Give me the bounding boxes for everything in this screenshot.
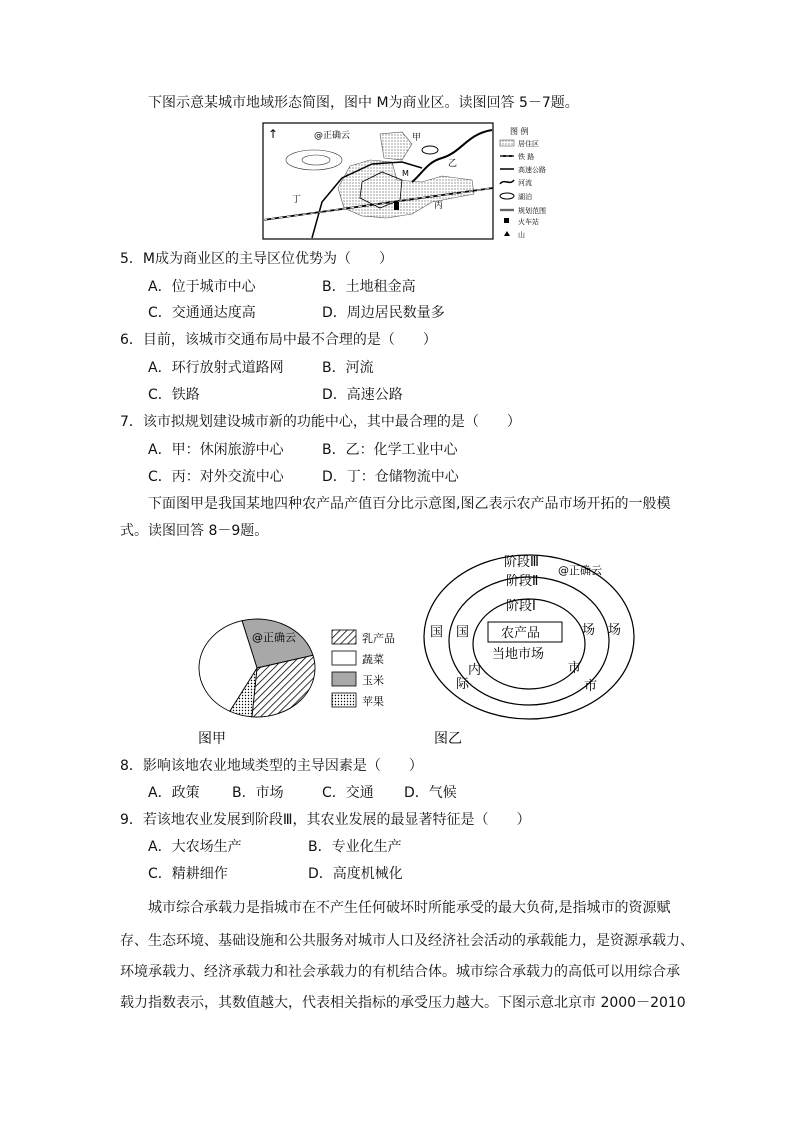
local-market-text: 当地市场: [492, 647, 545, 662]
paragraph-line: 载力指数表示，其数值越大，代表相关指标的承受压力越大。下图示意北京市 2000－2010: [120, 995, 686, 1011]
pie-legend-swatch: [332, 693, 356, 707]
map-legend-item: 湖泊: [518, 193, 532, 201]
map-label-jia: 甲: [412, 133, 422, 143]
q9-stem: 9．若该地农业发展到阶段Ⅲ，其农业发展的最显著特征是（ ）: [120, 812, 531, 828]
pie-legend: [332, 630, 395, 708]
north-arrow-icon: ↑: [268, 127, 279, 141]
domestic-label-2: 内: [468, 663, 482, 678]
q5-option-a[interactable]: A．位于城市中心: [148, 279, 256, 295]
intro-text-2-line2: 式。读图回答 8－9题。: [120, 523, 269, 539]
q6-stem: 6．目前，该城市交通布局中最不合理的是（ ）: [120, 332, 437, 348]
market-circles-figure: [420, 552, 638, 752]
map-legend-item: 铁 路: [518, 153, 535, 161]
market-label-mid-2: 市: [568, 661, 582, 676]
pie-legend-swatch: [332, 672, 356, 686]
paragraph-line: 城市综合承载力是指城市在不产生任何破坏时所能承受的最大负荷,是指城市的资源赋: [148, 900, 671, 916]
train-station: [394, 202, 399, 210]
pie-caption: 图甲: [198, 731, 226, 747]
intl-label-2: 际: [456, 677, 470, 692]
stage2-label: 阶段Ⅱ: [506, 574, 539, 589]
agri-product-text: 农产品: [501, 626, 541, 641]
map-legend-item: 河流: [518, 179, 532, 187]
q6-option-d[interactable]: D．高速公路: [322, 387, 403, 403]
q9-option-b[interactable]: B．专业化生产: [308, 839, 402, 855]
q8-option-a[interactable]: A．政策: [148, 785, 200, 801]
stage1-label: 阶段Ⅰ: [506, 599, 536, 614]
map-label-yi: 乙: [448, 159, 458, 169]
pie-legend-label: 玉米: [362, 674, 384, 687]
q6-option-b[interactable]: B．河流: [322, 360, 374, 376]
q7-option-d[interactable]: D．丁：仓储物流中心: [322, 469, 459, 485]
market-label-outer-2: 市: [584, 679, 598, 694]
q5-stem: 5．M成为商业区的主导区位优势为（ ）: [120, 251, 393, 267]
map-label-ding: 丁: [292, 195, 302, 205]
stage3-label: 阶段Ⅲ: [504, 555, 539, 570]
q7-stem: 7．该市拟规划建设城市新的功能中心，其中最合理的是（ ）: [120, 414, 521, 430]
map-legend-title: 图 例: [510, 127, 529, 136]
map-legend: [500, 126, 546, 239]
circles-watermark: @正确云: [558, 564, 602, 577]
map-label-bing: 丙: [434, 201, 444, 211]
q5-option-d[interactable]: D．周边居民数量多: [322, 305, 445, 321]
q8-option-d[interactable]: D．气候: [404, 785, 457, 801]
q7-option-b[interactable]: B．乙：化学工业中心: [322, 442, 458, 458]
map-legend-item: 规划范围: [518, 207, 546, 215]
intl-label-1: 国: [430, 625, 444, 640]
paragraph-line: 环境承载力、经济承载力和社会承载力的有机结合体。城市综合承载力的高低可以用综合承: [120, 964, 680, 980]
map-legend-item: 山: [518, 231, 525, 239]
q6-option-a[interactable]: A．环行放射式道路网: [148, 360, 284, 376]
market-label-mid-1: 场: [582, 623, 596, 638]
q7-option-a[interactable]: A．甲：休闲旅游中心: [148, 442, 284, 458]
map-label-m: M: [402, 169, 409, 178]
intro-text-1: 下图示意某城市地域形态简图，图中 M为商业区。读图回答 5－7题。: [148, 95, 579, 111]
paragraph-line: 存、生态环境、基础设施和公共服务对城市人口及经济社会活动的承载能力，是资源承载力、: [120, 933, 694, 949]
q9-option-d[interactable]: D．高度机械化: [308, 866, 403, 882]
pie-legend-label: 乳产品: [362, 632, 395, 645]
pie-legend-label: 苹果: [362, 695, 384, 708]
q5-option-c[interactable]: C．交通通达度高: [148, 305, 256, 321]
pie-legend-swatch: [332, 651, 356, 665]
pie-legend-swatch: [332, 630, 356, 644]
q6-option-c[interactable]: C．铁路: [148, 387, 200, 403]
q8-option-b[interactable]: B．市场: [232, 785, 284, 801]
intro-text-2-line1: 下面图甲是我国某地四种农产品产值百分比示意图,图乙表示农产品市场开拓的一般模: [148, 496, 671, 512]
q7-option-c[interactable]: C．丙：对外交流中心: [148, 469, 284, 485]
map-legend-item: 火车站: [518, 218, 539, 226]
city-map-figure: [262, 122, 556, 240]
q8-option-c[interactable]: C．交通: [322, 785, 374, 801]
map-watermark: @正确云: [314, 131, 351, 141]
pie-figure: [190, 610, 420, 752]
pie-legend-label: 蔬菜: [362, 653, 384, 666]
pie-watermark: @正确云: [252, 631, 296, 644]
q8-stem: 8．影响该地农业地域类型的主导因素是（ ）: [120, 758, 423, 774]
q9-option-a[interactable]: A．大农场生产: [148, 839, 242, 855]
map-legend-item: 居住区: [518, 140, 539, 148]
q9-option-c[interactable]: C．精耕细作: [148, 866, 228, 882]
q5-option-b[interactable]: B．土地租金高: [322, 279, 416, 295]
market-label-outer-1: 场: [608, 623, 622, 638]
circles-caption: 图乙: [434, 731, 462, 747]
map-legend-item: 高速公路: [518, 166, 546, 174]
domestic-label-1: 国: [456, 625, 470, 640]
